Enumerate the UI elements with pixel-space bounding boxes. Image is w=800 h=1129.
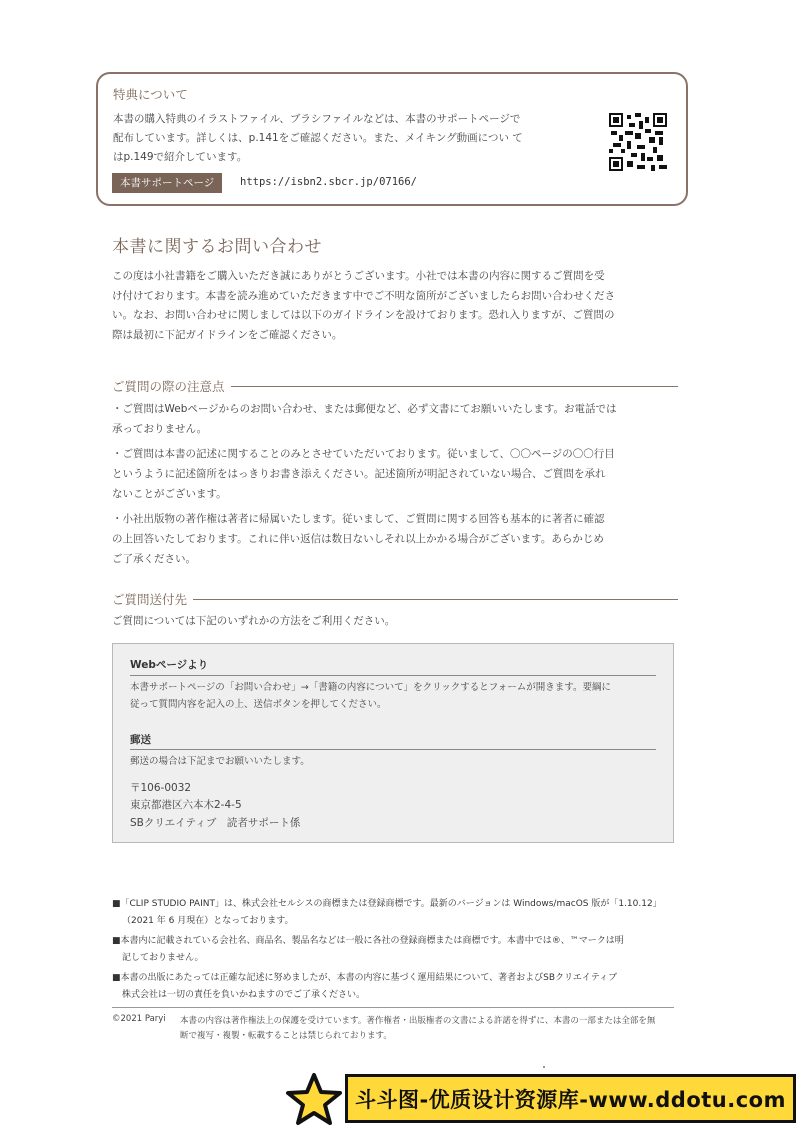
bonus-line: はp.149で紹介しています。 xyxy=(113,151,248,163)
destination-text: ご質問については下記のいずれかの方法をご利用ください。 xyxy=(112,615,396,627)
list-item: ・小社出版物の著作権は著者に帰属いたします。従いまして、ご質問に関する回答も基本的に著者に確認 の上回答いたしております。これに伴い返信は数日ないしそれ以上かかる場合がございます。あらかじめ ご了承ください。 xyxy=(112,513,605,565)
intro-line: け付けております。本書を読み進めていただきます中でご不明な箇所がございましたらお問い合わせくださ xyxy=(112,289,616,302)
inquiry-heading: 本書に関するお問い合わせ xyxy=(112,237,322,257)
bonus-description xyxy=(113,110,573,167)
destination-section-title: ご質問送付先 xyxy=(112,592,188,607)
support-page-link[interactable]: https://isbn2.sbcr.jp/07166/ xyxy=(240,176,418,188)
footnotes xyxy=(112,896,678,1007)
destination-section-header xyxy=(112,591,678,607)
stray-dot xyxy=(543,1066,545,1068)
web-method-text: 本書サポートページの「お問い合わせ」→「書籍の内容について」をクリックするとフォームが開きます。要綱に 従って質問内容を記入の上、送信ボタンを押してください。 xyxy=(130,682,611,710)
footnote: ■本書の出版にあたっては正確な記述に努めましたが、本書の内容に基づく運用結果について、著者およびSBクリエイティブ 株式会社は一切の責任を負いかねますのでご了承ください。 xyxy=(112,973,618,1000)
list-item: ・ご質問はWebページからのお問い合わせ、または郵便など、必ず文書にてお願いいたします。お電話では 承っておりません。 xyxy=(112,403,617,435)
bonus-title: 特典について xyxy=(113,87,188,102)
copyright-notice: 本書の内容は著作権法上の保護を受けています。著作権者・出版権者の文書による許諾を得ずに、本書の一部または全部を無 断で複写・複製・転載することは禁じられております。 xyxy=(180,1016,656,1041)
notes-section-header xyxy=(112,378,678,394)
company-name: SBクリエイティブ 読者サポート係 xyxy=(130,817,301,829)
address: 東京都港区六本木2-4-5 xyxy=(130,799,242,811)
notes-section-title: ご質問の際の注意点 xyxy=(112,379,225,394)
copyright: ©2021 Paryi xyxy=(112,1014,166,1024)
qr-code-icon[interactable] xyxy=(609,113,667,171)
bonus-line: 配布しています。詳しくは、p.141をご確認ください。また、メイキング動画につい て xyxy=(113,132,523,144)
support-page-label: 本書サポートページ xyxy=(112,173,222,193)
notes-list xyxy=(112,399,678,574)
divider xyxy=(130,675,656,676)
section-divider xyxy=(231,386,678,387)
footer-divider xyxy=(112,1007,674,1008)
web-method-title: Webページより xyxy=(130,659,209,671)
section-divider xyxy=(193,599,678,600)
mail-method-title: 郵送 xyxy=(130,734,151,746)
intro-line: い。なお、お問い合わせに関しましては以下のガイドラインを設けております。恐れ入りますが、ご質問の xyxy=(112,309,615,321)
watermark-banner: 斗斗图-优质设计资源库-www.ddotu.com xyxy=(345,1074,796,1123)
divider xyxy=(130,749,656,750)
inquiry-intro xyxy=(112,267,678,345)
mail-method-text: 郵送の場合は下記までお願いいたします。 xyxy=(130,756,310,767)
intro-line: 際は最初に下記ガイドラインをご確認ください。 xyxy=(112,328,343,341)
star-icon xyxy=(284,1072,344,1127)
list-item: ・ご質問は本書の記述に関することのみとさせていただいております。従いまして、〇〇ページの〇〇行目 というように記述箇所をはっきりお書き添えください。記述箇所が明記されていない場合、ご質問を承れ ないことがございます。 xyxy=(112,448,615,500)
footnote: ■「CLIP STUDIO PAINT」は、株式会社セルシスの商標または登録商標です。最新のバージョンは Windows/macOS 版が「1.10.12」 （2021 年 6 月現在）となっております。 xyxy=(112,899,662,926)
bonus-line: 本書の購入特典のイラストファイル、ブラシファイルなどは、本書のサポートページで xyxy=(113,113,521,125)
intro-line: この度は小社書籍をご購入いただき誠にありがとうございます。小社では本書の内容に関するご質問を受 xyxy=(112,270,605,282)
footnote: ■本書内に記載されている会社名、商品名、製品名などは一般に各社の登録商標または商標です。本書中では®、™マークは明 記しておりません。 xyxy=(112,936,624,963)
postal-code: 〒106-0032 xyxy=(130,782,192,794)
